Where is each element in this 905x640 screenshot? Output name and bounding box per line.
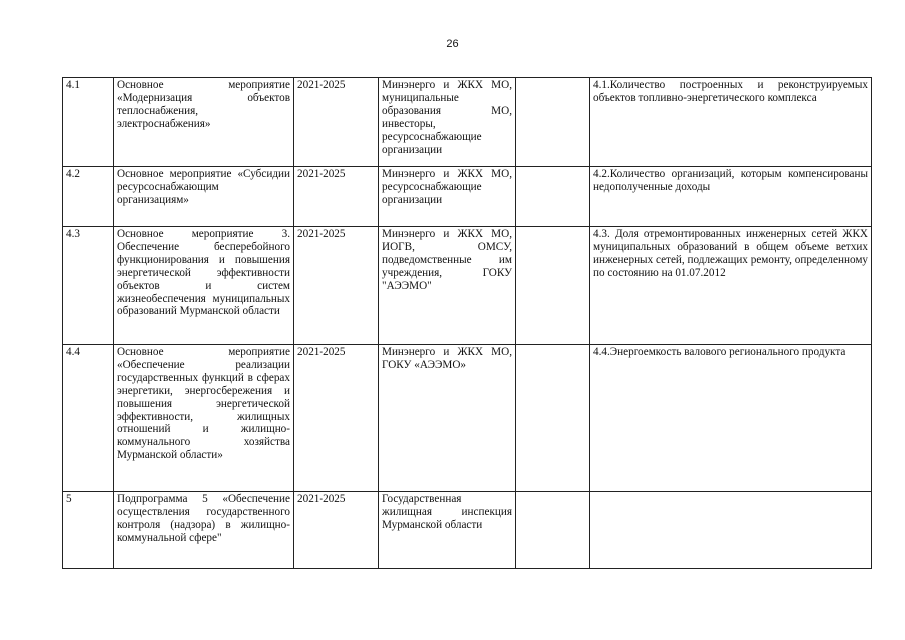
empty-cell	[516, 345, 590, 492]
row-number-cell: 4.2	[63, 167, 114, 227]
executors-cell: Минэнерго и ЖКХ МО, ресурсоснабжающие организации	[379, 167, 516, 227]
table-row	[63, 78, 872, 167]
indicator-cell: 4.1.Количество построенных и реконструируемых объектов топливно-энергетического комплекса	[590, 78, 872, 167]
indicator-cell: 4.2.Количество организаций, которым компенсированы недополученные доходы	[590, 167, 872, 227]
empty-cell	[516, 167, 590, 227]
table-row	[63, 167, 872, 227]
page-number: 26	[446, 38, 459, 50]
empty-cell	[516, 78, 590, 167]
indicator-cell: 4.3. Доля отремонтированных инженерных сетей ЖКХ муниципальных образований в общем объеме ветхих инженерных сетей, подлежащих ремонту, определенному по состоянию на 01.07.2012	[590, 227, 872, 345]
period-cell: 2021-2025	[294, 227, 379, 345]
row-number-cell: 4.1	[63, 78, 114, 167]
measure-name-cell: Основное мероприятие «Обеспечение реализации государственных функций в сферах энергетики, энергосбережения и повышения энергетической эффективности, жилищных отношений и жилищно-коммунального хозяйства Мурманской области»	[114, 345, 294, 492]
period-cell: 2021-2025	[294, 167, 379, 227]
table-row	[63, 227, 872, 345]
measure-name-cell: Основное мероприятие 3. Обеспечение бесперебойного функционирования и повышения энергетической эффективности объектов и систем жизнеобеспечения муниципальных образований Мурманской области	[114, 227, 294, 345]
executors-cell: Минэнерго и ЖКХ МО, ИОГВ, ОМСУ, подведомственные им учреждения, ГОКУ "АЭЭМО"	[379, 227, 516, 345]
period-cell: 2021-2025	[294, 492, 379, 569]
executors-cell: Минэнерго и ЖКХ МО, муниципальные образования МО, инвесторы, ресурсоснабжающие организации	[379, 78, 516, 167]
period-cell: 2021-2025	[294, 78, 379, 167]
empty-cell	[516, 492, 590, 569]
executors-cell: Государственная жилищная инспекция Мурманской области	[379, 492, 516, 569]
period-cell: 2021-2025	[294, 345, 379, 492]
row-number-cell: 5	[63, 492, 114, 569]
row-number-cell: 4.4	[63, 345, 114, 492]
row-number-cell: 4.3	[63, 227, 114, 345]
table-row	[63, 492, 872, 569]
indicator-cell: 4.4.Энергоемкость валового регионального продукта	[590, 345, 872, 492]
measure-name-cell: Основное мероприятие «Модернизация объектов теплоснабжения, электроснабжения»	[114, 78, 294, 167]
program-measures-table	[62, 77, 872, 569]
executors-cell: Минэнерго и ЖКХ МО, ГОКУ «АЭЭМО»	[379, 345, 516, 492]
measure-name-cell: Подпрограмма 5 «Обеспечение осуществления государственного контроля (надзора) в жилищно-коммунальной сфере"	[114, 492, 294, 569]
measure-name-cell: Основное мероприятие «Субсидии ресурсоснабжающим организациям»	[114, 167, 294, 227]
empty-cell	[516, 227, 590, 345]
indicator-cell	[590, 492, 872, 569]
table-row	[63, 345, 872, 492]
